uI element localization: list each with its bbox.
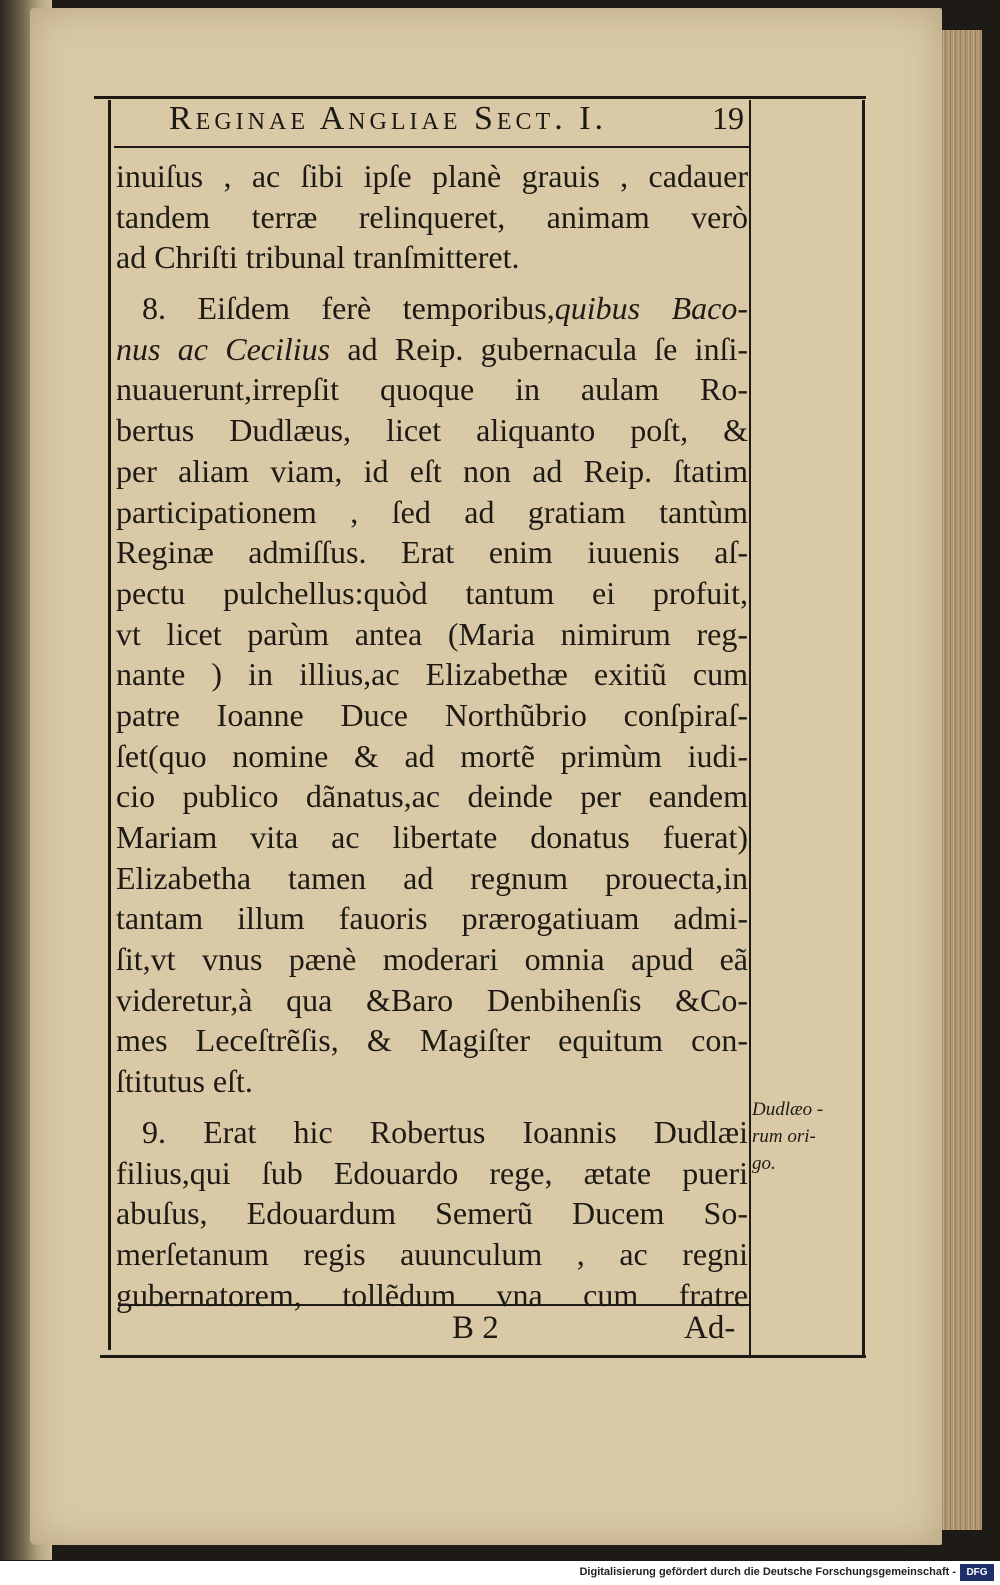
text-line: bertus Dudlæus, licet aliquanto poſt, & (116, 412, 748, 449)
text-line: nante ) in illius,ac Elizabethæ exitiũ cum (116, 656, 748, 693)
text-line: abuſus, Edouardum Semerũ Ducem So- (116, 1195, 748, 1232)
left-outer-rule (108, 100, 111, 1350)
text-line: inuiſus , ac ſibi ipſe planè grauis , cadauer (116, 158, 748, 194)
main-text-block (116, 156, 748, 1315)
text-line: nuauerunt,irrepſit quoque in aulam Ro- (116, 371, 748, 408)
text-line: vt licet parùm antea (Maria nimirum reg- (116, 615, 748, 652)
page-stack-edge (942, 30, 982, 1530)
text-line: patre Ioanne Duce Northũbrio conſpiraſ- (116, 696, 748, 733)
marginal-note-line: rum ori- (752, 1126, 816, 1147)
dfg-logo-icon: DFG (960, 1564, 994, 1581)
paragraph-9-first-line: 9. Erat hic Robertus Ioannis Dudlæi (142, 1113, 748, 1150)
italic-names: quibus Baco- (554, 290, 748, 327)
bottom-outer-rule (100, 1355, 866, 1358)
text-right-rule (749, 100, 751, 1355)
text-line: ad Chriſti tribunal tranſmitteret. (116, 239, 520, 276)
catchword: Ad- (684, 1310, 736, 1346)
italic-names: nus ac Cecilius (116, 330, 331, 367)
text-line: gubernatorem, tollẽdum vna cum fratre (116, 1276, 748, 1313)
digitization-footer (0, 1561, 1000, 1585)
text-line: filius,qui ſub Edouardo rege, ætate pueri (116, 1154, 748, 1191)
margin-right-rule (862, 100, 865, 1355)
text-line-roman: ad Reip. gubernacula ſe inſi- (330, 330, 748, 367)
text-line: participationem , ſed ad gratiam tantùm (116, 493, 748, 530)
text-line (116, 329, 748, 370)
text-line: pectu pulchellus:quòd tantum ei profuit, (116, 574, 748, 611)
running-title: Reginae Angliae Sect. I. (169, 100, 608, 137)
text-line: tantam illum fauoris prærogatiuam admi- (116, 900, 748, 937)
text-line-roman: 8. Eiſdem ferè temporibus, (142, 290, 555, 327)
page-number: 19 (712, 100, 744, 136)
text-line: per aliam viam, id eſt non ad Reip. ſtatim (116, 452, 748, 489)
text-line: Elizabetha tamen ad regnum prouecta,in (116, 859, 748, 896)
marginal-note-line: go. (752, 1153, 776, 1174)
text-line: merſetanum regis auunculum , ac regni (116, 1235, 748, 1272)
header-underline-rule (114, 146, 750, 148)
text-line: Mariam vita ac libertate donatus fuerat) (116, 819, 748, 855)
text-line: videretur,à qua &Baro Denbihenſis &Co- (116, 981, 748, 1018)
text-line: ſet(quo nomine & ad mortẽ primùm iudi- (116, 737, 748, 774)
text-line: mes Leceſtrẽſis, & Magiſter equitum con- (116, 1022, 748, 1059)
marginal-note-line: Dudlæo - (752, 1099, 824, 1120)
text-line: tandem terræ relinqueret, animam verò (116, 198, 748, 235)
text-line: Reginæ admiſſus. Erat enim iuuenis aſ- (116, 534, 748, 571)
marginal-note (752, 1096, 852, 1177)
paragraph-8-first-line (116, 288, 748, 329)
text-line: ſtitutus eſt. (116, 1063, 253, 1100)
funding-credit: Digitalisierung gefördert durch die Deutsche Forschungsgemeinschaft - (579, 1566, 956, 1578)
running-header (124, 98, 748, 144)
signature-mark: B 2 (452, 1310, 499, 1346)
text-line: ſit,vt vnus pænè moderari omnia apud eã (116, 941, 748, 978)
text-line: cio publico dãnatus,ac deinde per eandem (116, 778, 748, 815)
